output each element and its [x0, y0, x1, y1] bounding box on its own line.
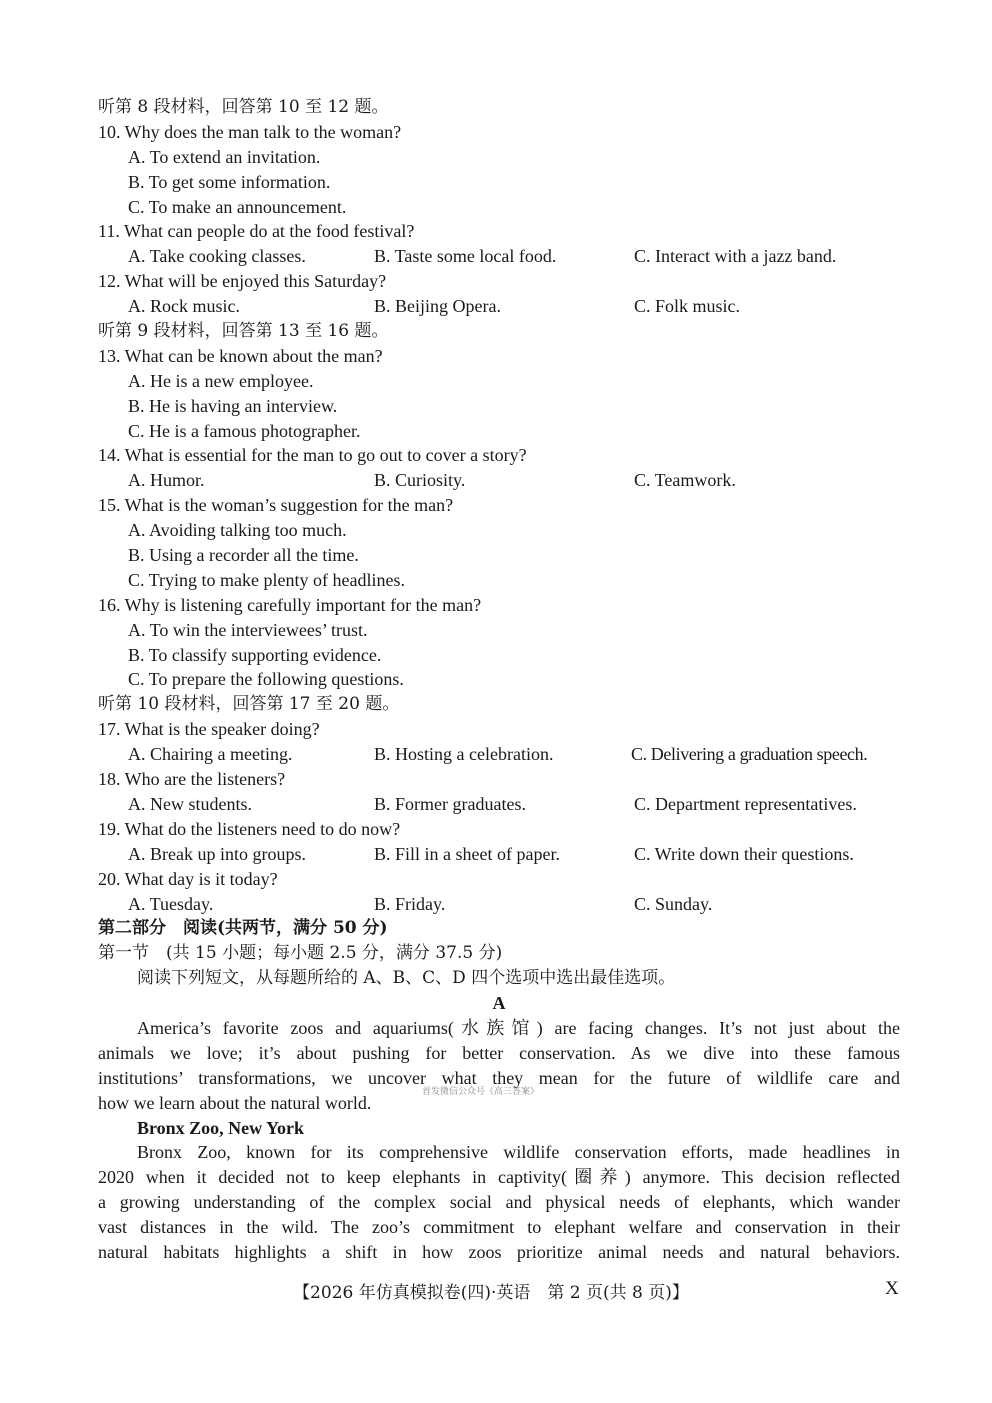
section-instruction: 听第 9 段材料，回答第 13 至 16 题。	[98, 321, 389, 342]
answer-options-row	[98, 842, 900, 867]
answer-option: A. Tuesday.	[128, 893, 214, 914]
answer-options-row	[98, 294, 900, 319]
answer-option: B. Fill in a sheet of paper.	[374, 843, 560, 864]
question: 20. What day is it today?	[98, 868, 278, 889]
question: 19. What do the listeners need to do now?	[98, 818, 401, 839]
answer-option: A. Avoiding talking too much.	[128, 520, 347, 541]
answer-option: C. Write down their questions.	[634, 843, 854, 864]
answer-option: C. Folk music.	[634, 296, 741, 317]
question: 14. What is essential for the man to go out to cover a story?	[98, 445, 527, 466]
answer-option: B. Friday.	[374, 893, 446, 914]
page-footer	[0, 1278, 992, 1303]
footer-mark: X	[885, 1278, 899, 1299]
question: 15. What is the woman’s suggestion for the man?	[98, 495, 454, 516]
answer-option: C. Interact with a jazz band.	[634, 246, 837, 267]
reading-instruction: 阅读下列短文，从每题所给的 A、B、C、D 四个选项中选出最佳选项。	[137, 968, 676, 989]
answer-options-row	[98, 792, 900, 817]
answer-option: B. Hosting a celebration.	[374, 744, 554, 765]
answer-option: B. Taste some local food.	[374, 246, 557, 267]
answer-option: A. Break up into groups.	[128, 843, 306, 864]
answer-option: C. To prepare the following questions.	[128, 669, 404, 690]
answer-option: C. To make an announcement.	[128, 196, 347, 217]
answer-option: B. He is having an interview.	[128, 395, 338, 416]
question: 10. Why does the man talk to the woman?	[98, 121, 402, 142]
answer-option: C. Trying to make plenty of headlines.	[128, 569, 405, 590]
question: 11. What can people do at the food festival?	[98, 221, 415, 242]
passage-line: a growing understanding of the complex social and physical needs of elephants, which wander	[98, 1192, 900, 1213]
answer-options-row	[98, 468, 900, 493]
answer-option: A. To extend an invitation.	[128, 146, 321, 167]
passage-line: America’s favorite zoos and aquariums(水族馆) are facing changes. It’s not just about the	[137, 1017, 900, 1038]
passage-line: how we learn about the natural world.	[98, 1092, 372, 1113]
answer-option: A. Humor.	[128, 470, 205, 491]
part-heading: 第二部分 阅读(共两节，满分 50 分)	[98, 918, 388, 939]
answer-options-row	[98, 892, 900, 917]
answer-option: B. Using a recorder all the time.	[128, 545, 359, 566]
passage-line: vast distances in the wild. The zoo’s commitment to elephant welfare and conservation in their	[98, 1217, 900, 1238]
section-instruction: 听第 8 段材料，回答第 10 至 12 题。	[98, 97, 389, 117]
question: 18. Who are the listeners?	[98, 769, 286, 790]
answer-option: A. He is a new employee.	[128, 370, 314, 391]
answer-option: A. Rock music.	[128, 296, 240, 317]
question: 16. Why is listening carefully important for the man?	[98, 594, 482, 615]
passage-line: natural habitats highlights a shift in how zoos prioritize animal needs and natural behaviors.	[98, 1241, 900, 1262]
passage-label: A	[492, 993, 506, 1014]
answer-options-row	[98, 742, 900, 767]
answer-option: C. Sunday.	[634, 893, 713, 914]
passage-line: institutions’ transformations, we uncover what they mean for the future of wildlife care and	[98, 1067, 900, 1088]
answer-option: A. New students.	[128, 793, 252, 814]
footer-title: 【2026 年仿真模拟卷(四)·英语 第 2 页(共 8 页)】	[293, 1283, 689, 1303]
answer-option: C. He is a famous photographer.	[128, 420, 361, 441]
answer-option: A. To win the interviewees’ trust.	[128, 619, 368, 640]
answer-option: B. Former graduates.	[374, 793, 526, 814]
answer-option: B. To classify supporting evidence.	[128, 644, 382, 665]
passage-subheading: Bronx Zoo, New York	[137, 1117, 305, 1138]
passage-line: Bronx Zoo, known for its comprehensive wildlife conservation efforts, made headlines in	[137, 1142, 900, 1163]
answer-option: A. Take cooking classes.	[128, 246, 306, 267]
question: 17. What is the speaker doing?	[98, 719, 320, 740]
answer-option: C. Delivering a graduation speech.	[631, 744, 868, 765]
section-instruction: 第一节 (共 15 小题；每小题 2.5 分，满分 37.5 分)	[98, 943, 503, 964]
section-instruction: 听第 10 段材料，回答第 17 至 20 题。	[98, 694, 400, 715]
answer-option: C. Teamwork.	[634, 470, 736, 491]
answer-option: A. Chairing a meeting.	[128, 744, 293, 765]
question: 12. What will be enjoyed this Saturday?	[98, 271, 387, 292]
watermark: 首发微信公众号《高三答案》	[422, 1087, 540, 1097]
answer-option: C. Department representatives.	[634, 793, 857, 814]
answer-option: B. To get some information.	[128, 171, 331, 192]
question: 13. What can be known about the man?	[98, 345, 383, 366]
answer-option: B. Beijing Opera.	[374, 296, 501, 317]
passage-line: 2020 when it decided not to keep elephants in captivity(圈养) anymore. This decision reflected	[98, 1167, 900, 1188]
answer-options-row	[98, 244, 900, 269]
answer-option: B. Curiosity.	[374, 470, 466, 491]
passage-line: animals we love; it’s about pushing for better conservation. As we dive into these famous	[98, 1042, 900, 1063]
